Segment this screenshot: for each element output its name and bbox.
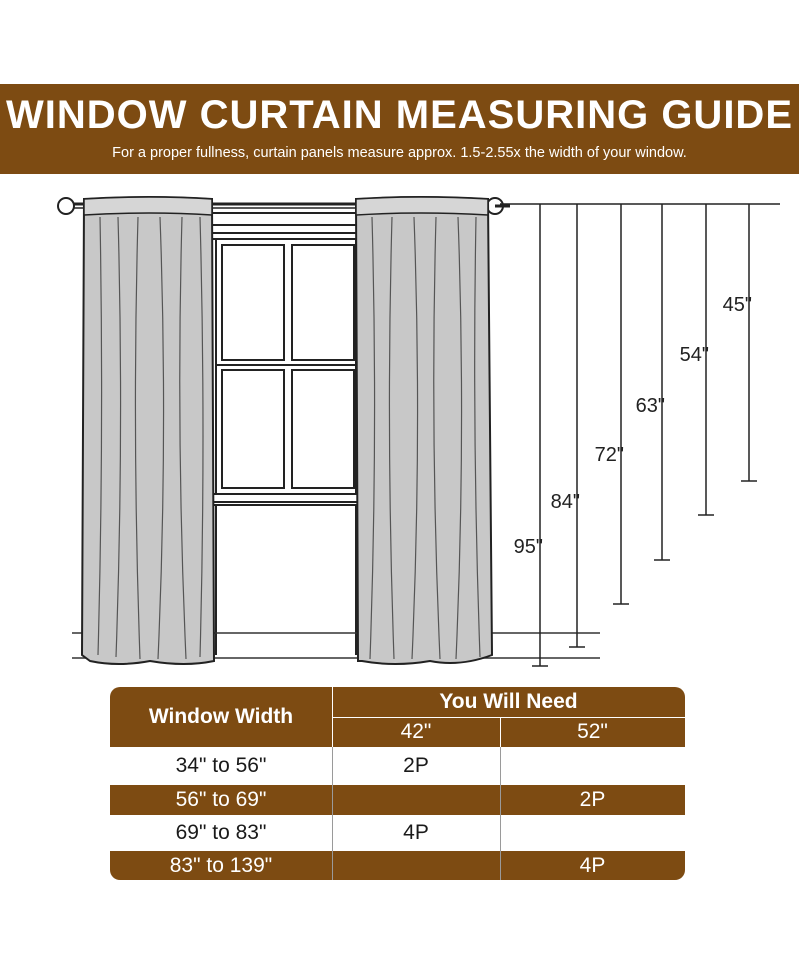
table-row-1-52 <box>500 751 685 781</box>
table-row-4-52: 4P <box>579 853 606 877</box>
length-label-95: 95" <box>513 536 543 558</box>
table-row-2-42 <box>332 785 500 815</box>
body-col-divider-1 <box>332 747 333 880</box>
measure-84 <box>551 204 585 647</box>
table-row-3-width: 69" to 83" <box>175 821 267 844</box>
page-subtitle: For a proper fullness, curtain panels measure approx. 1.5-2.55x the width of your window. <box>112 145 687 161</box>
measure-72 <box>595 204 629 604</box>
window-frame <box>210 213 365 655</box>
measure-95 <box>514 204 548 666</box>
size-header-42: 42" <box>400 720 432 743</box>
measure-45 <box>723 204 757 481</box>
length-label-45: 45" <box>722 294 752 316</box>
measure-54 <box>680 204 714 515</box>
table-row-4-42 <box>332 851 500 880</box>
length-label-63: 63" <box>635 395 665 417</box>
sizing-table <box>110 687 685 880</box>
table-row-3-42: 4P <box>403 821 429 844</box>
body-col-divider-2 <box>500 747 501 880</box>
measure-63 <box>636 204 670 560</box>
table-row-1-width: 34" to 56" <box>175 754 267 777</box>
table-row-2-52: 2P <box>579 788 606 811</box>
window-width-header: Window Width <box>148 705 294 728</box>
table-row-3-52 <box>500 818 685 848</box>
left-curtain-panel <box>82 197 214 664</box>
table-row-4-width: 83" to 139" <box>169 853 273 877</box>
right-curtain-panel <box>356 197 492 664</box>
length-label-54: 54" <box>679 344 709 366</box>
you-will-need-header: You Will Need <box>439 690 578 713</box>
length-label-72: 72" <box>594 444 624 466</box>
size-header-52: 52" <box>577 720 608 743</box>
page-title: WINDOW CURTAIN MEASURING GUIDE <box>6 93 793 137</box>
table-row-1-42: 2P <box>403 754 429 777</box>
curtain-illustration <box>0 185 799 675</box>
length-label-84: 84" <box>550 491 580 513</box>
table-row-2-width: 56" to 69" <box>175 788 267 811</box>
